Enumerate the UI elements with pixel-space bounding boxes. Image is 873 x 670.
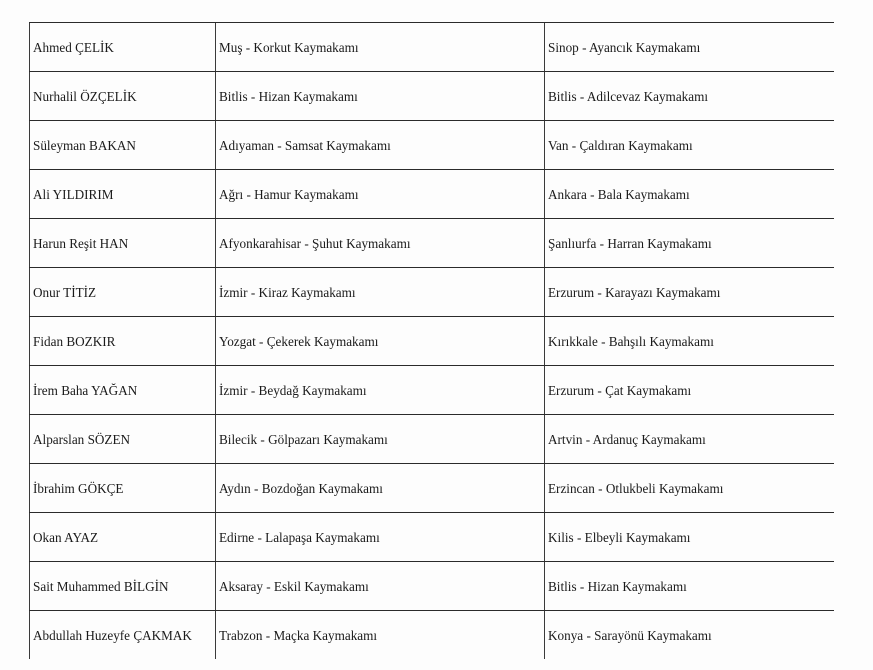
- name-cell: Abdullah Huzeyfe ÇAKMAK: [30, 611, 216, 660]
- new-post-cell: Erzurum - Karayazı Kaymakamı: [545, 268, 834, 317]
- new-post-cell: Kırıkkale - Bahşılı Kaymakamı: [545, 317, 834, 366]
- appointment-table-body: [30, 23, 834, 660]
- table-row: [30, 170, 834, 219]
- name-cell: İrem Baha YAĞAN: [30, 366, 216, 415]
- new-post-cell: Ankara - Bala Kaymakamı: [545, 170, 834, 219]
- table-row: [30, 415, 834, 464]
- current-post-cell: Muş - Korkut Kaymakamı: [216, 23, 545, 72]
- table-row: [30, 268, 834, 317]
- table-row: [30, 121, 834, 170]
- current-post-cell: Trabzon - Maçka Kaymakamı: [216, 611, 545, 660]
- current-post-cell: Ağrı - Hamur Kaymakamı: [216, 170, 545, 219]
- current-post-cell: Adıyaman - Samsat Kaymakamı: [216, 121, 545, 170]
- current-post-cell: Bilecik - Gölpazarı Kaymakamı: [216, 415, 545, 464]
- table-row: [30, 366, 834, 415]
- name-cell: Ahmed ÇELİK: [30, 23, 216, 72]
- table-row: [30, 464, 834, 513]
- table-row: [30, 72, 834, 121]
- new-post-cell: Bitlis - Adilcevaz Kaymakamı: [545, 72, 834, 121]
- table-row: [30, 513, 834, 562]
- name-cell: Süleyman BAKAN: [30, 121, 216, 170]
- table-row: [30, 611, 834, 660]
- name-cell: Sait Muhammed BİLGİN: [30, 562, 216, 611]
- current-post-cell: Yozgat - Çekerek Kaymakamı: [216, 317, 545, 366]
- name-cell: Harun Reşit HAN: [30, 219, 216, 268]
- new-post-cell: Bitlis - Hizan Kaymakamı: [545, 562, 834, 611]
- table-row: [30, 219, 834, 268]
- current-post-cell: Aksaray - Eskil Kaymakamı: [216, 562, 545, 611]
- current-post-cell: Aydın - Bozdoğan Kaymakamı: [216, 464, 545, 513]
- current-post-cell: İzmir - Kiraz Kaymakamı: [216, 268, 545, 317]
- table-row: [30, 562, 834, 611]
- current-post-cell: Afyonkarahisar - Şuhut Kaymakamı: [216, 219, 545, 268]
- appointment-table: [29, 22, 834, 659]
- name-cell: Onur TİTİZ: [30, 268, 216, 317]
- new-post-cell: Konya - Sarayönü Kaymakamı: [545, 611, 834, 660]
- name-cell: İbrahim GÖKÇE: [30, 464, 216, 513]
- new-post-cell: Erzurum - Çat Kaymakamı: [545, 366, 834, 415]
- new-post-cell: Kilis - Elbeyli Kaymakamı: [545, 513, 834, 562]
- new-post-cell: Artvin - Ardanuç Kaymakamı: [545, 415, 834, 464]
- new-post-cell: Erzincan - Otlukbeli Kaymakamı: [545, 464, 834, 513]
- table-row: [30, 23, 834, 72]
- current-post-cell: Edirne - Lalapaşa Kaymakamı: [216, 513, 545, 562]
- name-cell: Nurhalil ÖZÇELİK: [30, 72, 216, 121]
- new-post-cell: Şanlıurfa - Harran Kaymakamı: [545, 219, 834, 268]
- current-post-cell: İzmir - Beydağ Kaymakamı: [216, 366, 545, 415]
- name-cell: Okan AYAZ: [30, 513, 216, 562]
- name-cell: Fidan BOZKIR: [30, 317, 216, 366]
- name-cell: Ali YILDIRIM: [30, 170, 216, 219]
- new-post-cell: Van - Çaldıran Kaymakamı: [545, 121, 834, 170]
- table-row: [30, 317, 834, 366]
- name-cell: Alparslan SÖZEN: [30, 415, 216, 464]
- current-post-cell: Bitlis - Hizan Kaymakamı: [216, 72, 545, 121]
- new-post-cell: Sinop - Ayancık Kaymakamı: [545, 23, 834, 72]
